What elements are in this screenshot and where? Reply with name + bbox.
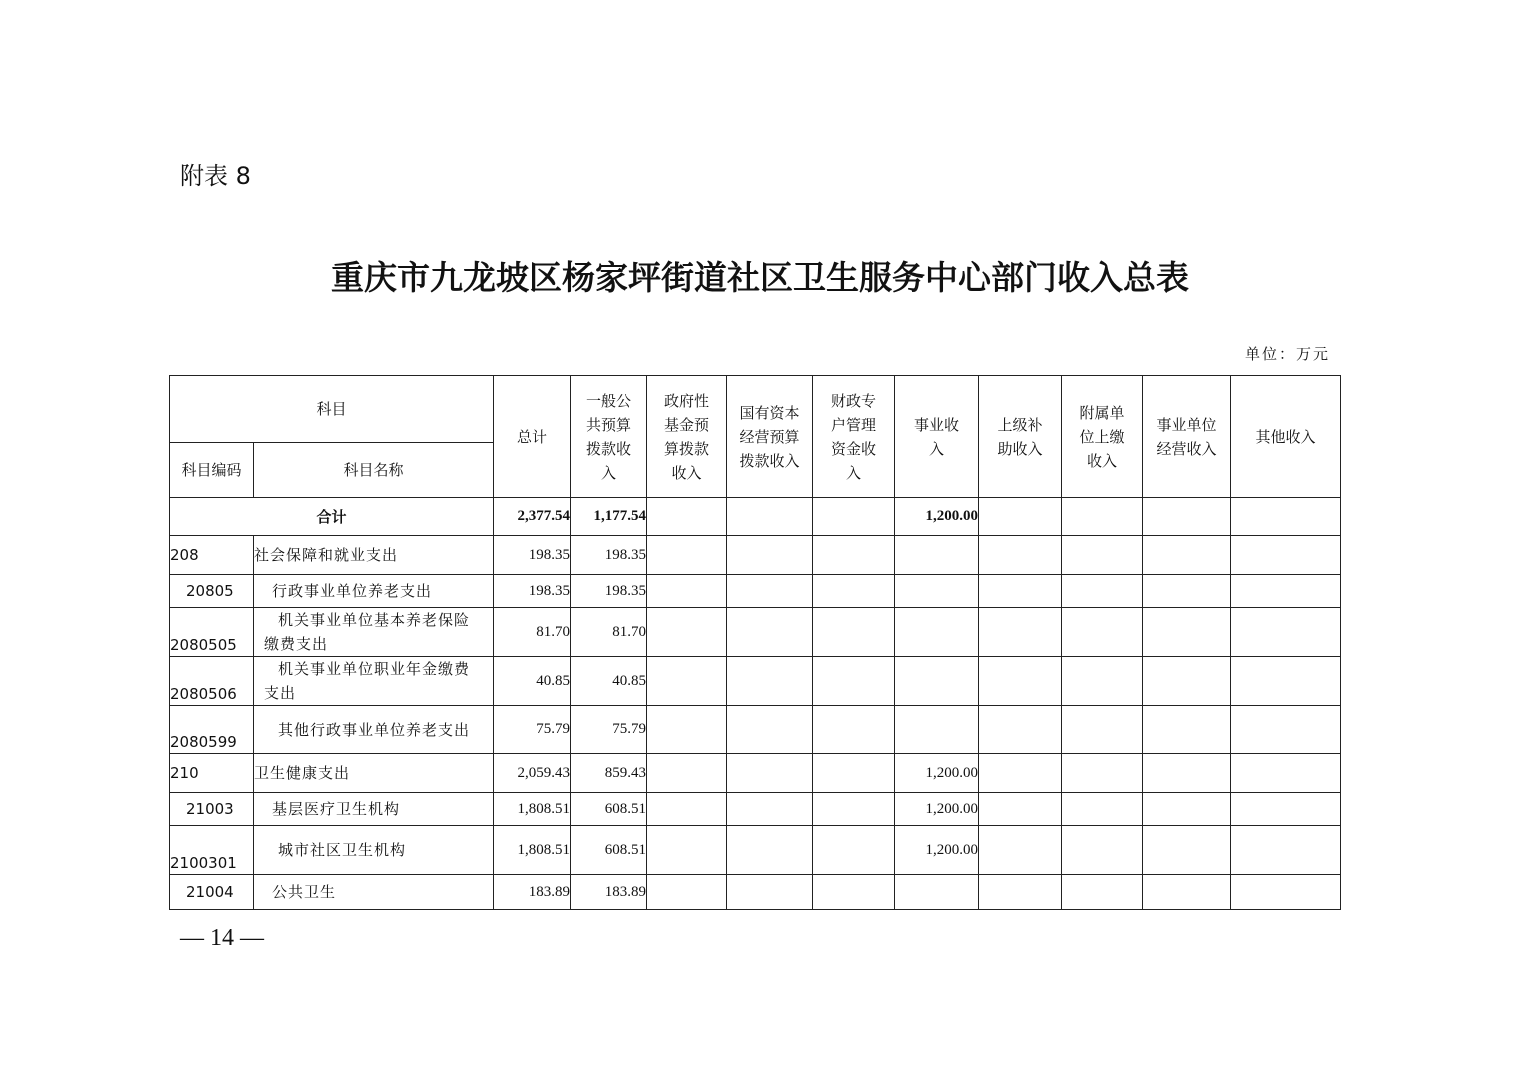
row-affiliated-payment bbox=[1062, 754, 1143, 793]
row-name: 基层医疗卫生机构 bbox=[254, 793, 494, 826]
row-total: 1,808.51 bbox=[494, 793, 571, 826]
row-state-capital bbox=[727, 608, 813, 657]
header-superior-subsidy bbox=[979, 376, 1062, 498]
row-affiliated-payment bbox=[1062, 575, 1143, 608]
header-affiliated-payment bbox=[1062, 376, 1143, 498]
row-gov-fund bbox=[647, 826, 727, 875]
row-affiliated-payment bbox=[1062, 793, 1143, 826]
row-affiliated-payment bbox=[1062, 826, 1143, 875]
header-other-income: 其他收入 bbox=[1231, 376, 1341, 498]
row-special-account bbox=[813, 575, 895, 608]
row-name-line2: 缴费支出 bbox=[264, 635, 329, 653]
header-superior-subsidy-text: 上级补助收入 bbox=[997, 415, 1043, 458]
header-general-budget bbox=[571, 376, 647, 498]
row-affiliated-payment bbox=[1062, 536, 1143, 575]
row-affiliated-payment bbox=[1062, 706, 1143, 754]
row-code: 2080599 bbox=[170, 706, 254, 754]
row-total: 183.89 bbox=[494, 875, 571, 910]
row-state-capital bbox=[727, 754, 813, 793]
total-row bbox=[170, 498, 1341, 536]
total-label: 合计 bbox=[170, 498, 494, 536]
row-code: 208 bbox=[170, 536, 254, 575]
row-other-income bbox=[1231, 575, 1341, 608]
row-name: 行政事业单位养老支出 bbox=[254, 575, 494, 608]
table-row bbox=[170, 657, 1341, 706]
total-state-capital bbox=[727, 498, 813, 536]
header-row-1 bbox=[170, 376, 1341, 443]
header-business-income-text: 事业收入 bbox=[914, 415, 960, 458]
total-affiliated-payment bbox=[1062, 498, 1143, 536]
header-state-capital bbox=[727, 376, 813, 498]
row-other-income bbox=[1231, 657, 1341, 706]
row-general-budget: 198.35 bbox=[571, 575, 647, 608]
row-total: 40.85 bbox=[494, 657, 571, 706]
row-superior-subsidy bbox=[979, 575, 1062, 608]
row-code: 2080506 bbox=[170, 657, 254, 706]
row-affiliated-payment bbox=[1062, 608, 1143, 657]
row-business-income bbox=[895, 575, 979, 608]
row-name: 卫生健康支出 bbox=[254, 754, 494, 793]
row-gov-fund bbox=[647, 793, 727, 826]
row-affiliated-payment bbox=[1062, 657, 1143, 706]
row-gov-fund bbox=[647, 706, 727, 754]
row-business-operation bbox=[1143, 793, 1231, 826]
row-superior-subsidy bbox=[979, 754, 1062, 793]
row-gov-fund bbox=[647, 754, 727, 793]
header-business-income bbox=[895, 376, 979, 498]
row-special-account bbox=[813, 536, 895, 575]
header-name: 科目名称 bbox=[254, 443, 494, 498]
row-gov-fund bbox=[647, 608, 727, 657]
total-superior-subsidy bbox=[979, 498, 1062, 536]
row-superior-subsidy bbox=[979, 875, 1062, 910]
row-business-income: 1,200.00 bbox=[895, 754, 979, 793]
row-special-account bbox=[813, 754, 895, 793]
page-title: 重庆市九龙坡区杨家坪街道社区卫生服务中心部门收入总表 bbox=[331, 258, 1189, 297]
table-row bbox=[170, 826, 1341, 875]
total-special-account bbox=[813, 498, 895, 536]
row-superior-subsidy bbox=[979, 657, 1062, 706]
row-total: 198.35 bbox=[494, 575, 571, 608]
row-state-capital bbox=[727, 575, 813, 608]
row-total: 81.70 bbox=[494, 608, 571, 657]
row-superior-subsidy bbox=[979, 706, 1062, 754]
total-business-income: 1,200.00 bbox=[895, 498, 979, 536]
total-total: 2,377.54 bbox=[494, 498, 571, 536]
header-gov-fund-text: 政府性基金预算拨款收入 bbox=[664, 391, 710, 482]
attachment-label: 附表 8 bbox=[180, 162, 251, 190]
row-general-budget: 608.51 bbox=[571, 826, 647, 875]
table-row bbox=[170, 608, 1341, 657]
row-general-budget: 859.43 bbox=[571, 754, 647, 793]
header-subject: 科目 bbox=[170, 376, 494, 443]
row-name-line2: 支出 bbox=[264, 684, 297, 702]
row-other-income bbox=[1231, 706, 1341, 754]
row-general-budget: 198.35 bbox=[571, 536, 647, 575]
income-table bbox=[169, 375, 1341, 910]
table-row bbox=[170, 536, 1341, 575]
row-name: 公共卫生 bbox=[254, 875, 494, 910]
row-name-line1: 其他行政事业单位养老支出 bbox=[278, 720, 471, 739]
row-gov-fund bbox=[647, 536, 727, 575]
row-other-income bbox=[1231, 536, 1341, 575]
header-total: 总计 bbox=[494, 376, 571, 498]
row-name bbox=[254, 657, 494, 706]
row-special-account bbox=[813, 875, 895, 910]
row-superior-subsidy bbox=[979, 608, 1062, 657]
row-business-operation bbox=[1143, 706, 1231, 754]
row-state-capital bbox=[727, 657, 813, 706]
table-row bbox=[170, 793, 1341, 826]
row-name-line1: 城市社区卫生机构 bbox=[278, 841, 407, 859]
row-business-operation bbox=[1143, 826, 1231, 875]
row-code: 2100301 bbox=[170, 826, 254, 875]
row-special-account bbox=[813, 706, 895, 754]
row-general-budget: 81.70 bbox=[571, 608, 647, 657]
total-other-income bbox=[1231, 498, 1341, 536]
header-business-operation bbox=[1143, 376, 1231, 498]
row-other-income bbox=[1231, 793, 1341, 826]
row-name bbox=[254, 706, 494, 754]
row-special-account bbox=[813, 657, 895, 706]
row-state-capital bbox=[727, 706, 813, 754]
row-total: 75.79 bbox=[494, 706, 571, 754]
row-gov-fund bbox=[647, 657, 727, 706]
row-business-income bbox=[895, 875, 979, 910]
row-gov-fund bbox=[647, 575, 727, 608]
row-special-account bbox=[813, 608, 895, 657]
row-code: 21004 bbox=[170, 875, 254, 910]
row-code: 21003 bbox=[170, 793, 254, 826]
header-general-budget-text: 一般公共预算拨款收入 bbox=[586, 391, 632, 482]
unit-label: 单位：万元 bbox=[1244, 345, 1330, 363]
row-business-operation bbox=[1143, 875, 1231, 910]
total-business-operation bbox=[1143, 498, 1231, 536]
row-other-income bbox=[1231, 608, 1341, 657]
total-general-budget: 1,177.54 bbox=[571, 498, 647, 536]
row-business-income bbox=[895, 706, 979, 754]
row-superior-subsidy bbox=[979, 793, 1062, 826]
row-general-budget: 75.79 bbox=[571, 706, 647, 754]
row-code: 210 bbox=[170, 754, 254, 793]
row-business-operation bbox=[1143, 575, 1231, 608]
table-row bbox=[170, 706, 1341, 754]
row-total: 2,059.43 bbox=[494, 754, 571, 793]
row-other-income bbox=[1231, 754, 1341, 793]
row-business-operation bbox=[1143, 754, 1231, 793]
row-business-income bbox=[895, 536, 979, 575]
row-name bbox=[254, 608, 494, 657]
header-business-operation-text: 事业单位经营收入 bbox=[1156, 415, 1217, 458]
table-row bbox=[170, 575, 1341, 608]
header-affiliated-payment-text: 附属单位上缴收入 bbox=[1079, 403, 1125, 470]
row-general-budget: 183.89 bbox=[571, 875, 647, 910]
row-general-budget: 40.85 bbox=[571, 657, 647, 706]
row-business-income bbox=[895, 657, 979, 706]
row-state-capital bbox=[727, 826, 813, 875]
row-state-capital bbox=[727, 875, 813, 910]
row-other-income bbox=[1231, 875, 1341, 910]
row-name bbox=[254, 826, 494, 875]
table-row bbox=[170, 875, 1341, 910]
header-special-account-text: 财政专户管理资金收入 bbox=[831, 391, 877, 482]
row-code: 20805 bbox=[170, 575, 254, 608]
row-business-income: 1,200.00 bbox=[895, 793, 979, 826]
row-special-account bbox=[813, 793, 895, 826]
header-gov-fund bbox=[647, 376, 727, 498]
row-superior-subsidy bbox=[979, 536, 1062, 575]
page-number: — 14 — bbox=[180, 925, 264, 951]
total-gov-fund bbox=[647, 498, 727, 536]
row-name-line1: 机关事业单位基本养老保险 bbox=[278, 611, 471, 629]
row-business-operation bbox=[1143, 536, 1231, 575]
row-name: 社会保障和就业支出 bbox=[254, 536, 494, 575]
header-code: 科目编码 bbox=[170, 443, 254, 498]
row-state-capital bbox=[727, 536, 813, 575]
row-affiliated-payment bbox=[1062, 875, 1143, 910]
row-business-operation bbox=[1143, 608, 1231, 657]
row-business-operation bbox=[1143, 657, 1231, 706]
row-name-line1: 机关事业单位职业年金缴费 bbox=[278, 660, 471, 678]
row-code: 2080505 bbox=[170, 608, 254, 657]
row-state-capital bbox=[727, 793, 813, 826]
row-business-income bbox=[895, 608, 979, 657]
row-other-income bbox=[1231, 826, 1341, 875]
row-special-account bbox=[813, 826, 895, 875]
header-special-account bbox=[813, 376, 895, 498]
row-gov-fund bbox=[647, 875, 727, 910]
row-total: 198.35 bbox=[494, 536, 571, 575]
row-total: 1,808.51 bbox=[494, 826, 571, 875]
header-state-capital-text: 国有资本经营预算拨款收入 bbox=[739, 403, 800, 470]
row-business-income: 1,200.00 bbox=[895, 826, 979, 875]
table-row bbox=[170, 754, 1341, 793]
row-general-budget: 608.51 bbox=[571, 793, 647, 826]
row-superior-subsidy bbox=[979, 826, 1062, 875]
